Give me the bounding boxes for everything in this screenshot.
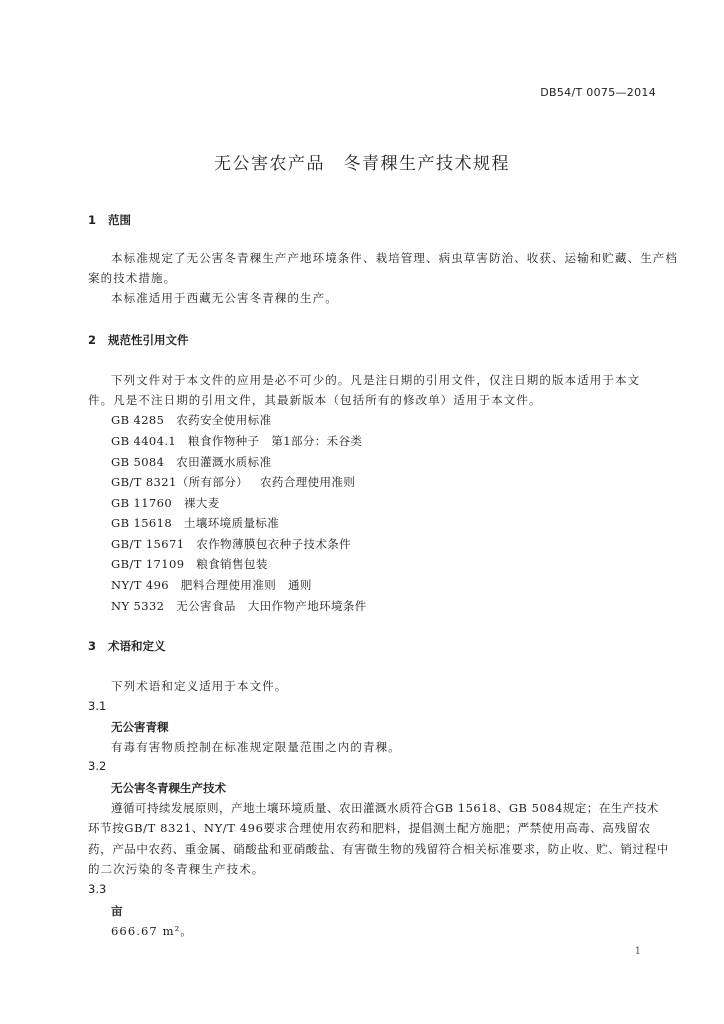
term-3-2-definition-line-2: 环节按GB/T 8321、NY/T 496要求合理使用农药和肥料，提倡测土配方施肥；严禁使用高毒、高残留农 [88, 821, 651, 835]
section-3-heading [88, 638, 166, 654]
reference-item [111, 556, 268, 572]
reference-name: 无公害食品 大田作物产地环境条件 [176, 599, 367, 613]
document-title: 无公害农产品 冬青稞生产技术规程 [214, 154, 510, 174]
reference-name: 土壤环境质量标准 [183, 516, 280, 530]
reference-name: 农田灌溉水质标准 [176, 455, 272, 469]
section-2-heading [88, 332, 189, 348]
section-2-intro-line-2: 件。凡是不注日期的引用文件，其最新版本（包括所有的修改单）适用于本文件。 [88, 393, 542, 407]
reference-code: GB/T 8321（所有部分） [111, 475, 249, 489]
section-3-number: 3 [88, 639, 97, 653]
reference-code: GB 4285 [111, 413, 165, 427]
section-1-para-2: 本标准适用于西藏无公害冬青稞的生产。 [111, 291, 338, 305]
reference-name: 农药安全使用标准 [176, 413, 272, 427]
reference-code: NY/T 496 [111, 578, 170, 592]
reference-code: GB 4404.1 [111, 434, 177, 448]
reference-code: GB/T 15671 [111, 537, 185, 551]
section-1-para-1-line-1: 本标准规定了无公害冬青稞生产产地环境条件、栽培管理、病虫草害防治、收获、运输和贮藏、生产档 [111, 251, 678, 265]
term-3-2-definition-line-3: 药，产品中农药、重金属、硝酸盐和亚硝酸盐、有害微生物的残留符合相关标准要求，防止收、贮、销过程中 [88, 842, 669, 856]
section-3-intro: 下列术语和定义适用于本文件。 [111, 679, 288, 693]
reference-item [111, 598, 367, 614]
reference-name: 农药合理使用准则 [260, 475, 356, 489]
term-3-3-number: 3.3 [88, 882, 107, 896]
reference-name: 农作物薄膜包衣种子技术条件 [196, 537, 352, 551]
term-3-2-definition-line-1: 遵循可持续发展原则，产地土壤环境质量、农田灌溉水质符合GB 15618、GB 5084规定；在生产技术 [111, 801, 659, 815]
term-3-2-name: 无公害冬青稞生产技术 [111, 781, 226, 795]
section-2-intro-line-1: 下列文件对于本文件的应用是必不可少的。凡是注日期的引用文件，仅注日期的版本适用于本文 [111, 373, 641, 387]
section-1-number: 1 [88, 213, 97, 227]
reference-item [111, 454, 271, 470]
reference-item [111, 577, 312, 593]
reference-name: 裸大麦 [183, 496, 220, 510]
reference-item [111, 433, 362, 449]
reference-code: GB 15618 [111, 516, 173, 530]
reference-item [111, 515, 279, 531]
reference-item [111, 474, 355, 490]
term-3-2-definition-line-4: 的二次污染的冬青稞生产技术。 [88, 862, 265, 876]
term-3-1-name: 无公害青稞 [111, 720, 169, 734]
reference-item [111, 412, 271, 428]
reference-code: GB 5084 [111, 455, 165, 469]
reference-code: NY 5332 [111, 599, 165, 613]
reference-item [111, 536, 351, 552]
term-3-2-number: 3.2 [88, 759, 107, 773]
reference-item [111, 495, 220, 511]
page-number: 1 [634, 946, 641, 957]
reference-code: GB/T 17109 [111, 557, 185, 571]
term-3-1-number: 3.1 [88, 699, 107, 713]
document-number: DB54/T 0075—2014 [540, 86, 656, 99]
section-2-title: 规范性引用文件 [108, 333, 189, 347]
reference-code: GB 11760 [111, 496, 173, 510]
section-1-para-1-line-2: 案的技术措施。 [88, 271, 177, 285]
reference-name: 粮食作物种子 第1部分：禾谷类 [188, 434, 363, 448]
term-3-3-name: 亩 [111, 904, 123, 918]
section-2-number: 2 [88, 333, 97, 347]
term-3-1-definition: 有毒有害物质控制在标准规定限量范围之内的青稞。 [111, 740, 401, 754]
reference-name: 肥料合理使用准则 通则 [180, 578, 312, 592]
section-1-title: 范围 [108, 213, 131, 227]
section-3-title: 术语和定义 [108, 639, 166, 653]
term-3-3-definition: 666.67 m²。 [111, 924, 193, 938]
section-1-heading [88, 212, 131, 228]
reference-name: 粮食销售包装 [196, 557, 268, 571]
